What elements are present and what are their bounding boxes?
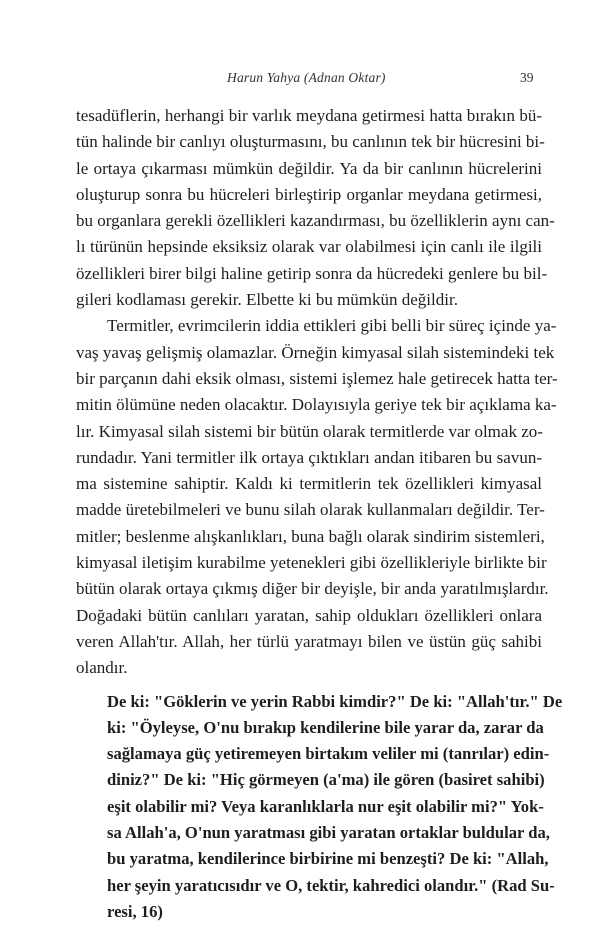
text-line: kimyasal iletişim kurabilme yetenekleri gibi özellikleriyle birlikte bir bbox=[76, 553, 547, 573]
text-line: gileri kodlaması gerekir. Elbette ki bu mümkün değildir. bbox=[76, 290, 458, 310]
text-line: tün halinde bir canlıyı oluşturmasını, bu canlının tek bir hücresini bi- bbox=[76, 132, 545, 152]
running-header bbox=[0, 70, 616, 90]
text-line: bütün olarak ortaya çıkmış diğer bir deyişle, bir anda yaratılmışlardır. bbox=[76, 579, 549, 599]
text-line: tesadüflerin, herhangi bir varlık meydana getirmesi hatta bırakın bü- bbox=[76, 106, 542, 125]
text-line: ma sistemine sahiptir. Kaldı ki termitlerin tek özellikleri kimyasal bbox=[76, 474, 542, 494]
text-line: özellikleri birer bilgi haline getirip sonra da hücredeki genlere bu bil- bbox=[76, 263, 548, 283]
text-line: resi, 16) bbox=[107, 901, 163, 921]
text-line: ki: "Öyleyse, O'nu bırakıp kendilerine bile yarar da, zarar da bbox=[107, 717, 544, 737]
body-text bbox=[76, 103, 563, 925]
text-line: lı türünün hepsinde eksiksiz olarak var olabilmesi için canlı ile ilgili bbox=[76, 237, 542, 257]
text-line: rundadır. Yani termitler ilk ortaya çıktıkları andan itibaren bu savun- bbox=[76, 447, 542, 467]
text-line: bir parçanın dahi eksik olması, sistemi işlemez hale getirecek hatta ter- bbox=[76, 368, 558, 388]
text-line: veren Allah'tır. Allah, her türlü yaratmayı bilen ve üstün güç sahibi bbox=[76, 631, 542, 651]
text-line: De ki: "Göklerin ve yerin Rabbi kimdir?" De ki: "Allah'tır." De bbox=[107, 691, 563, 711]
text-line: mitler; beslenme alışkanlıkları, buna bağlı olarak sindirim sistemleri, bbox=[76, 526, 545, 546]
page-number: 39 bbox=[520, 70, 534, 85]
text-line: eşit olabilir mi? Veya karanlıklarla nur eşit olabilir mi?" Yok- bbox=[107, 796, 544, 816]
paragraph-1 bbox=[76, 103, 555, 313]
text-line: sağlamaya güç yetiremeyen birtakım veliler mi (tanrılar) edin- bbox=[107, 744, 550, 764]
text-line: diniz?" De ki: "Hiç görmeyen (a'ma) ile gören (basiret sahibi) bbox=[107, 770, 545, 790]
text-line: sa Allah'a, O'nun yaratması gibi yaratan ortaklar buldular da, bbox=[107, 823, 550, 843]
header-title: Harun Yahya (Adnan Oktar) bbox=[227, 70, 386, 85]
text-line: Doğadaki bütün canlıları yaratan, sahip oldukları özellikleri onlara bbox=[76, 605, 542, 625]
text-line: olandır. bbox=[76, 658, 128, 678]
text-line: mitin ölümüne neden olacaktır. Dolayısıyla geriye tek bir açıklama ka- bbox=[76, 395, 557, 415]
paragraph-2 bbox=[76, 313, 558, 681]
text-line: vaş yavaş gelişmiş olamazlar. Örneğin kimyasal silah sistemindeki tek bbox=[76, 342, 555, 362]
text-line: madde üretebilmeleri ve bunu silah olarak kullanmaları değildir. Ter- bbox=[76, 500, 545, 520]
quote-block bbox=[76, 689, 563, 925]
text-line: le ortaya çıkarması mümkün değildir. Ya da bir canlının hücrelerini bbox=[76, 158, 542, 178]
text-line: Termitler, evrimcilerin iddia ettikleri gibi belli bir süreç içinde ya- bbox=[107, 316, 557, 336]
text-line: oluşturup sonra bu hücreleri birleştirip organlar meydana getirmesi, bbox=[76, 184, 542, 204]
text-line: bu yaratma, kendilerince birbirine mi benzeşti? De ki: "Allah, bbox=[107, 849, 549, 869]
text-line: lır. Kimyasal silah sistemi bir bütün olarak termitlerde var olmak zo- bbox=[76, 421, 543, 441]
text-line: her şeyin yaratıcısıdır ve O, tektir, kahredici olandır." (Rad Su- bbox=[107, 875, 555, 895]
text-line: bu organlara gerekli özellikleri kazandırması, bu özelliklerin aynı can- bbox=[76, 211, 555, 231]
